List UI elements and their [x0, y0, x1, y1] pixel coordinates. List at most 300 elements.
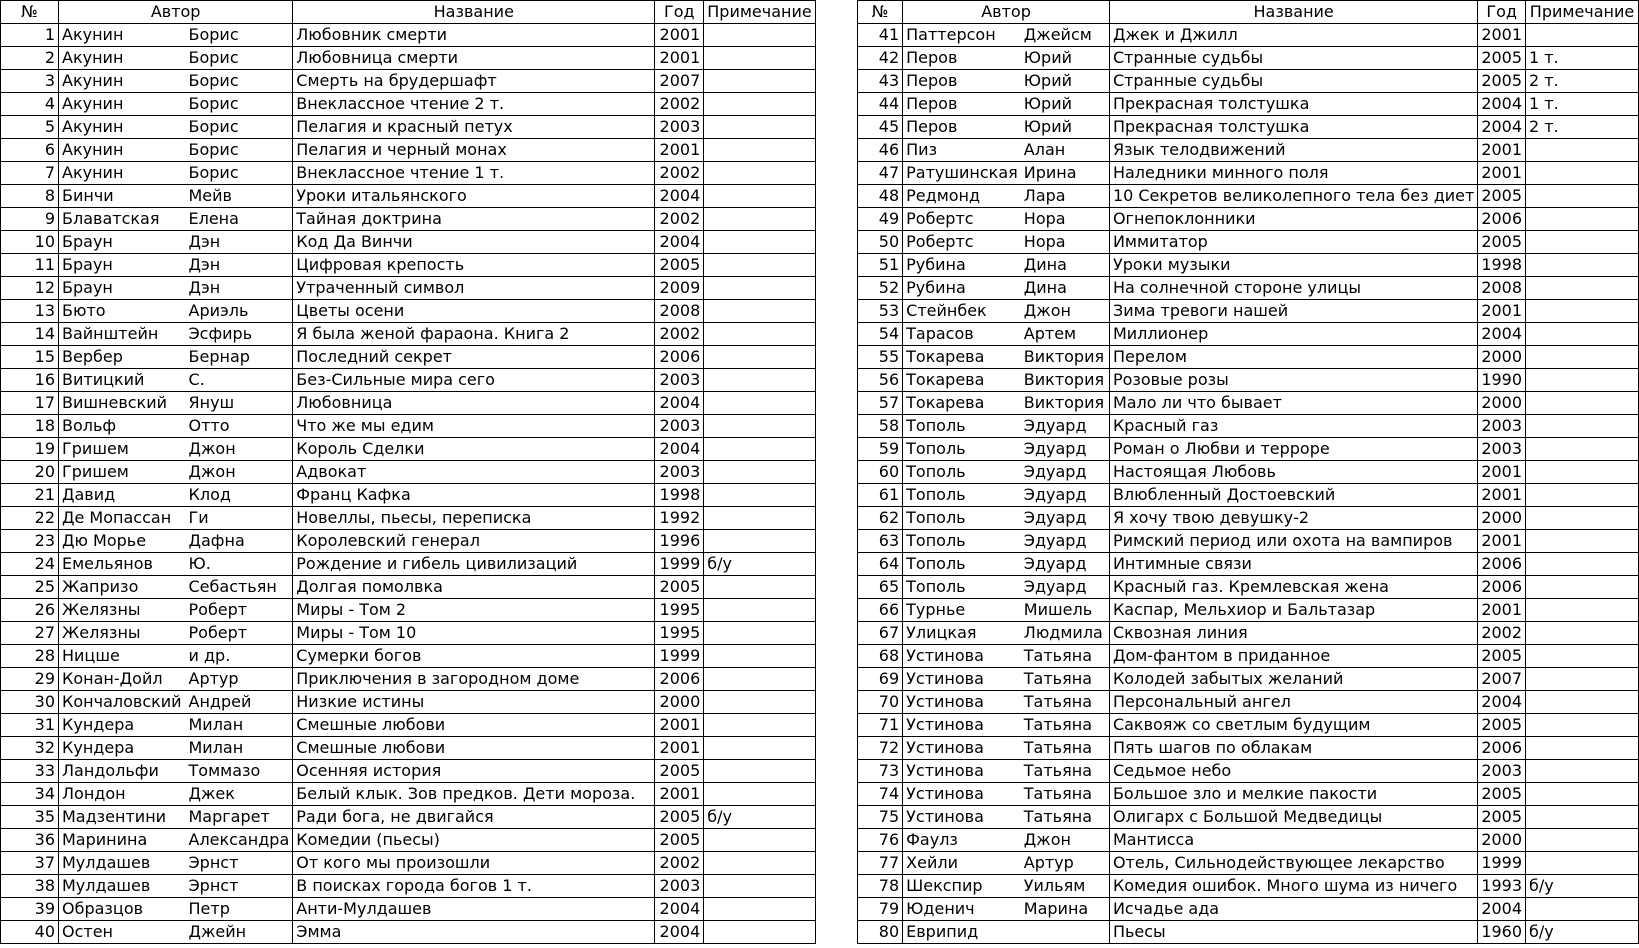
cell-title[interactable]: Низкие истины	[293, 691, 655, 714]
cell-firstname[interactable]: Юрий	[1021, 47, 1110, 70]
cell-year[interactable]: 2005	[1478, 714, 1526, 737]
cell-firstname[interactable]: Борис	[186, 139, 293, 162]
cell-title[interactable]: Утраченный символ	[293, 277, 655, 300]
column-header-author[interactable]: Автор	[903, 1, 1110, 24]
cell-num[interactable]: 25	[1, 576, 59, 599]
cell-year[interactable]: 2003	[655, 875, 704, 898]
cell-surname[interactable]: Тополь	[903, 530, 1021, 553]
cell-num[interactable]: 66	[858, 599, 903, 622]
cell-year[interactable]: 2001	[1478, 461, 1526, 484]
cell-note[interactable]: б/у	[704, 806, 815, 829]
cell-num[interactable]: 19	[1, 438, 59, 461]
cell-year[interactable]: 2002	[1478, 622, 1526, 645]
cell-title[interactable]: Дом-фантом в приданное	[1109, 645, 1477, 668]
cell-note[interactable]	[1526, 162, 1639, 185]
cell-num[interactable]: 57	[858, 392, 903, 415]
cell-year[interactable]: 2004	[655, 898, 704, 921]
table-row[interactable]	[1, 806, 816, 829]
cell-note[interactable]	[1526, 323, 1639, 346]
cell-firstname[interactable]: Нора	[1021, 231, 1110, 254]
cell-surname[interactable]: Де Мопассан	[59, 507, 186, 530]
cell-surname[interactable]: Блаватская	[59, 208, 186, 231]
cell-num[interactable]: 80	[858, 921, 903, 944]
cell-num[interactable]: 2	[1, 47, 59, 70]
cell-surname[interactable]: Емельянов	[59, 553, 186, 576]
cell-num[interactable]: 60	[858, 461, 903, 484]
cell-surname[interactable]: Перов	[903, 93, 1021, 116]
table-row[interactable]	[1, 921, 816, 944]
cell-title[interactable]: Король Сделки	[293, 438, 655, 461]
cell-firstname[interactable]: Борис	[186, 24, 293, 47]
cell-firstname[interactable]: Эдуард	[1021, 507, 1110, 530]
cell-note[interactable]	[704, 162, 815, 185]
table-row[interactable]	[1, 783, 816, 806]
table-row[interactable]	[1, 185, 816, 208]
table-row[interactable]	[1, 530, 816, 553]
cell-note[interactable]: 1 т.	[1526, 47, 1639, 70]
cell-note[interactable]	[1526, 898, 1639, 921]
cell-title[interactable]: Красный газ. Кремлевская жена	[1109, 576, 1477, 599]
cell-num[interactable]: 33	[1, 760, 59, 783]
cell-num[interactable]: 24	[1, 553, 59, 576]
cell-firstname[interactable]: Борис	[186, 116, 293, 139]
cell-firstname[interactable]: Александра	[186, 829, 293, 852]
cell-title[interactable]: Прекрасная толстушка	[1109, 93, 1477, 116]
cell-note[interactable]	[704, 668, 815, 691]
cell-surname[interactable]: Турнье	[903, 599, 1021, 622]
table-row[interactable]	[1, 760, 816, 783]
cell-note[interactable]	[1526, 553, 1639, 576]
cell-title[interactable]: Уроки итальянского	[293, 185, 655, 208]
cell-surname[interactable]: Токарева	[903, 392, 1021, 415]
cell-firstname[interactable]: Клод	[186, 484, 293, 507]
cell-surname[interactable]: Маринина	[59, 829, 186, 852]
cell-surname[interactable]: Браун	[59, 231, 186, 254]
cell-num[interactable]: 40	[1, 921, 59, 944]
cell-firstname[interactable]: Эдуард	[1021, 484, 1110, 507]
cell-title[interactable]: Розовые розы	[1109, 369, 1477, 392]
cell-title[interactable]: Римский период или охота на вампиров	[1109, 530, 1477, 553]
cell-note[interactable]: б/у	[704, 553, 815, 576]
cell-year[interactable]: 2005	[1478, 231, 1526, 254]
cell-surname[interactable]: Вишневский	[59, 392, 186, 415]
cell-firstname[interactable]: Людмила	[1021, 622, 1110, 645]
cell-num[interactable]: 45	[858, 116, 903, 139]
cell-year[interactable]: 2003	[1478, 415, 1526, 438]
cell-surname[interactable]: Ратушинская	[903, 162, 1021, 185]
cell-num[interactable]: 51	[858, 254, 903, 277]
cell-title[interactable]: Роман о Любви и терроре	[1109, 438, 1477, 461]
cell-note[interactable]	[704, 438, 815, 461]
cell-year[interactable]: 2004	[655, 438, 704, 461]
cell-note[interactable]	[1526, 622, 1639, 645]
cell-note[interactable]	[704, 507, 815, 530]
cell-surname[interactable]: Акунин	[59, 116, 186, 139]
cell-firstname[interactable]: Татьяна	[1021, 783, 1110, 806]
cell-note[interactable]	[704, 645, 815, 668]
cell-note[interactable]	[1526, 369, 1639, 392]
cell-title[interactable]: Седьмое небо	[1109, 760, 1477, 783]
cell-surname[interactable]: Рубина	[903, 254, 1021, 277]
cell-year[interactable]: 2001	[1478, 599, 1526, 622]
cell-note[interactable]	[1526, 645, 1639, 668]
cell-num[interactable]: 14	[1, 323, 59, 346]
cell-firstname[interactable]: Артем	[1021, 323, 1110, 346]
cell-surname[interactable]: Образцов	[59, 898, 186, 921]
table-row[interactable]	[858, 576, 1639, 599]
cell-year[interactable]: 2005	[1478, 70, 1526, 93]
cell-surname[interactable]: Тарасов	[903, 323, 1021, 346]
cell-firstname[interactable]: Эсфирь	[186, 323, 293, 346]
cell-title[interactable]: Любовница смерти	[293, 47, 655, 70]
cell-title[interactable]: Я была женой фараона. Книга 2	[293, 323, 655, 346]
cell-title[interactable]: Миры - Том 10	[293, 622, 655, 645]
cell-num[interactable]: 38	[1, 875, 59, 898]
cell-surname[interactable]: Мадзентини	[59, 806, 186, 829]
table-row[interactable]	[1, 415, 816, 438]
cell-surname[interactable]: Дю Морье	[59, 530, 186, 553]
cell-num[interactable]: 46	[858, 139, 903, 162]
cell-year[interactable]: 2001	[1478, 484, 1526, 507]
cell-note[interactable]	[704, 369, 815, 392]
cell-year[interactable]: 2006	[655, 346, 704, 369]
cell-surname[interactable]: Устинова	[903, 783, 1021, 806]
cell-year[interactable]: 2001	[1478, 24, 1526, 47]
cell-title[interactable]: Зима тревоги нашей	[1109, 300, 1477, 323]
table-row[interactable]	[858, 208, 1639, 231]
table-row[interactable]	[1, 737, 816, 760]
cell-surname[interactable]: Акунин	[59, 24, 186, 47]
cell-surname[interactable]: Робертс	[903, 231, 1021, 254]
cell-year[interactable]: 2004	[1478, 323, 1526, 346]
cell-num[interactable]: 22	[1, 507, 59, 530]
cell-firstname[interactable]: Дина	[1021, 277, 1110, 300]
cell-note[interactable]	[1526, 300, 1639, 323]
cell-year[interactable]: 2001	[655, 47, 704, 70]
cell-note[interactable]	[1526, 346, 1639, 369]
cell-note[interactable]	[704, 737, 815, 760]
cell-num[interactable]: 47	[858, 162, 903, 185]
table-row[interactable]	[1, 208, 816, 231]
cell-surname[interactable]: Юденич	[903, 898, 1021, 921]
cell-year[interactable]: 2003	[655, 415, 704, 438]
cell-year[interactable]: 2000	[1478, 346, 1526, 369]
table-row[interactable]	[1, 599, 816, 622]
table-row[interactable]	[858, 93, 1639, 116]
cell-year[interactable]: 2002	[655, 852, 704, 875]
cell-firstname[interactable]: Милан	[186, 737, 293, 760]
cell-firstname[interactable]: Ю.	[186, 553, 293, 576]
column-header-title[interactable]: Название	[293, 1, 655, 24]
cell-surname[interactable]: Шекспир	[903, 875, 1021, 898]
cell-surname[interactable]: Тополь	[903, 553, 1021, 576]
cell-firstname[interactable]: Эрнст	[186, 852, 293, 875]
cell-surname[interactable]: Вербер	[59, 346, 186, 369]
cell-note[interactable]	[1526, 277, 1639, 300]
table-row[interactable]	[1, 93, 816, 116]
cell-num[interactable]: 49	[858, 208, 903, 231]
cell-year[interactable]: 2002	[655, 323, 704, 346]
cell-title[interactable]: Код Да Винчи	[293, 231, 655, 254]
cell-title[interactable]: Смешные любови	[293, 737, 655, 760]
table-row[interactable]	[858, 70, 1639, 93]
cell-surname[interactable]: Перов	[903, 47, 1021, 70]
cell-note[interactable]	[1526, 484, 1639, 507]
cell-year[interactable]: 1999	[1478, 852, 1526, 875]
cell-firstname[interactable]: Себастьян	[186, 576, 293, 599]
cell-title[interactable]: Любовница	[293, 392, 655, 415]
cell-firstname[interactable]: Виктория	[1021, 369, 1110, 392]
cell-title[interactable]: Белый клык. Зов предков. Дети мороза.	[293, 783, 655, 806]
cell-num[interactable]: 68	[858, 645, 903, 668]
cell-year[interactable]: 1960	[1478, 921, 1526, 944]
cell-firstname[interactable]: Дина	[1021, 254, 1110, 277]
table-row[interactable]	[1, 392, 816, 415]
table-row[interactable]	[1, 484, 816, 507]
cell-title[interactable]: Цветы осени	[293, 300, 655, 323]
cell-year[interactable]: 2000	[1478, 829, 1526, 852]
cell-note[interactable]	[704, 898, 815, 921]
table-row[interactable]	[858, 852, 1639, 875]
cell-title[interactable]: Большое зло и мелкие пакости	[1109, 783, 1477, 806]
cell-year[interactable]: 2003	[1478, 438, 1526, 461]
cell-title[interactable]: Красный газ	[1109, 415, 1477, 438]
cell-year[interactable]: 2000	[1478, 392, 1526, 415]
cell-firstname[interactable]: Лара	[1021, 185, 1110, 208]
cell-title[interactable]: Влюбленный Достоевский	[1109, 484, 1477, 507]
cell-year[interactable]: 2005	[1478, 47, 1526, 70]
cell-note[interactable]	[704, 484, 815, 507]
cell-title[interactable]: Без-Сильные мира сего	[293, 369, 655, 392]
cell-firstname[interactable]: Ги	[186, 507, 293, 530]
cell-surname[interactable]: Устинова	[903, 691, 1021, 714]
cell-firstname[interactable]: Елена	[186, 208, 293, 231]
cell-title[interactable]: Олигарх с Большой Медведицы	[1109, 806, 1477, 829]
cell-num[interactable]: 42	[858, 47, 903, 70]
cell-num[interactable]: 1	[1, 24, 59, 47]
cell-firstname[interactable]: Джон	[186, 438, 293, 461]
table-row[interactable]	[858, 806, 1639, 829]
table-row[interactable]	[1, 507, 816, 530]
cell-num[interactable]: 79	[858, 898, 903, 921]
cell-num[interactable]: 50	[858, 231, 903, 254]
cell-surname[interactable]: Тополь	[903, 507, 1021, 530]
cell-title[interactable]: Ради бога, не двигайся	[293, 806, 655, 829]
cell-title[interactable]: Миры - Том 2	[293, 599, 655, 622]
cell-note[interactable]	[704, 760, 815, 783]
cell-surname[interactable]: Вайнштейн	[59, 323, 186, 346]
cell-surname[interactable]: Лондон	[59, 783, 186, 806]
cell-num[interactable]: 4	[1, 93, 59, 116]
cell-num[interactable]: 13	[1, 300, 59, 323]
cell-num[interactable]: 35	[1, 806, 59, 829]
cell-title[interactable]: Сумерки богов	[293, 645, 655, 668]
cell-num[interactable]: 32	[1, 737, 59, 760]
cell-firstname[interactable]: Ариэль	[186, 300, 293, 323]
cell-firstname[interactable]: Дэн	[186, 277, 293, 300]
cell-title[interactable]: На солнечной стороне улицы	[1109, 277, 1477, 300]
table-row[interactable]	[1, 875, 816, 898]
cell-title[interactable]: Перелом	[1109, 346, 1477, 369]
table-row[interactable]	[858, 162, 1639, 185]
cell-num[interactable]: 23	[1, 530, 59, 553]
cell-title[interactable]: Исчадье ада	[1109, 898, 1477, 921]
cell-title[interactable]: Смешные любови	[293, 714, 655, 737]
table-row[interactable]	[1, 231, 816, 254]
cell-year[interactable]: 2001	[655, 783, 704, 806]
table-row[interactable]	[858, 47, 1639, 70]
cell-title[interactable]: В поисках города богов 1 т.	[293, 875, 655, 898]
cell-note[interactable]	[1526, 438, 1639, 461]
cell-firstname[interactable]: Татьяна	[1021, 668, 1110, 691]
cell-year[interactable]: 2001	[1478, 162, 1526, 185]
cell-year[interactable]: 2006	[1478, 208, 1526, 231]
cell-firstname[interactable]: Борис	[186, 70, 293, 93]
cell-year[interactable]: 2002	[655, 208, 704, 231]
cell-title[interactable]: Сквозная линия	[1109, 622, 1477, 645]
table-row[interactable]	[858, 369, 1639, 392]
cell-title[interactable]: Мантисса	[1109, 829, 1477, 852]
cell-title[interactable]: Уроки музыки	[1109, 254, 1477, 277]
cell-year[interactable]: 1998	[655, 484, 704, 507]
cell-firstname[interactable]: Роберт	[186, 622, 293, 645]
cell-firstname[interactable]: Дэн	[186, 231, 293, 254]
cell-title[interactable]: Язык телодвижений	[1109, 139, 1477, 162]
table-row[interactable]	[1, 70, 816, 93]
cell-surname[interactable]: Устинова	[903, 668, 1021, 691]
cell-surname[interactable]: Гришем	[59, 461, 186, 484]
cell-note[interactable]	[704, 185, 815, 208]
cell-firstname[interactable]: Марина	[1021, 898, 1110, 921]
cell-note[interactable]	[704, 875, 815, 898]
cell-year[interactable]: 2004	[1478, 898, 1526, 921]
table-row[interactable]	[858, 645, 1639, 668]
cell-num[interactable]: 11	[1, 254, 59, 277]
cell-title[interactable]: Тайная доктрина	[293, 208, 655, 231]
table-row[interactable]	[858, 921, 1639, 944]
table-row[interactable]	[858, 714, 1639, 737]
cell-surname[interactable]: Устинова	[903, 760, 1021, 783]
cell-firstname[interactable]: Бернар	[186, 346, 293, 369]
table-row[interactable]	[858, 783, 1639, 806]
cell-surname[interactable]: Фаулз	[903, 829, 1021, 852]
cell-title[interactable]: Долгая помолвка	[293, 576, 655, 599]
cell-num[interactable]: 73	[858, 760, 903, 783]
cell-surname[interactable]: Еврипид	[903, 921, 1021, 944]
column-header-year[interactable]: Год	[655, 1, 704, 24]
cell-note[interactable]	[1526, 829, 1639, 852]
cell-note[interactable]	[704, 47, 815, 70]
cell-surname[interactable]: Тополь	[903, 484, 1021, 507]
table-row[interactable]	[1, 254, 816, 277]
table-row[interactable]	[1, 645, 816, 668]
cell-title[interactable]: Странные судьбы	[1109, 47, 1477, 70]
cell-year[interactable]: 2003	[655, 461, 704, 484]
cell-title[interactable]: Колодей забытых желаний	[1109, 668, 1477, 691]
cell-note[interactable]	[1526, 599, 1639, 622]
cell-num[interactable]: 16	[1, 369, 59, 392]
table-row[interactable]	[1, 898, 816, 921]
cell-num[interactable]: 53	[858, 300, 903, 323]
cell-surname[interactable]: Тополь	[903, 415, 1021, 438]
cell-note[interactable]	[1526, 231, 1639, 254]
cell-num[interactable]: 31	[1, 714, 59, 737]
cell-year[interactable]: 2003	[1478, 760, 1526, 783]
cell-num[interactable]: 56	[858, 369, 903, 392]
cell-firstname[interactable]: Милан	[186, 714, 293, 737]
cell-num[interactable]: 34	[1, 783, 59, 806]
cell-surname[interactable]: Хейли	[903, 852, 1021, 875]
cell-num[interactable]: 59	[858, 438, 903, 461]
cell-num[interactable]: 72	[858, 737, 903, 760]
cell-num[interactable]: 58	[858, 415, 903, 438]
cell-note[interactable]	[704, 461, 815, 484]
cell-surname[interactable]: Конан-Дойл	[59, 668, 186, 691]
cell-num[interactable]: 17	[1, 392, 59, 415]
cell-firstname[interactable]: Артур	[1021, 852, 1110, 875]
cell-note[interactable]	[704, 231, 815, 254]
table-row[interactable]	[858, 530, 1639, 553]
cell-firstname[interactable]: Татьяна	[1021, 691, 1110, 714]
cell-firstname[interactable]: Джон	[1021, 300, 1110, 323]
table-row[interactable]	[858, 553, 1639, 576]
cell-year[interactable]: 2009	[655, 277, 704, 300]
cell-year[interactable]: 1995	[655, 622, 704, 645]
cell-note[interactable]	[704, 300, 815, 323]
table-row[interactable]	[858, 300, 1639, 323]
cell-year[interactable]: 2005	[655, 576, 704, 599]
cell-note[interactable]	[704, 691, 815, 714]
table-row[interactable]	[858, 668, 1639, 691]
cell-year[interactable]: 2003	[655, 369, 704, 392]
cell-note[interactable]: 2 т.	[1526, 116, 1639, 139]
table-row[interactable]	[858, 254, 1639, 277]
cell-year[interactable]: 2004	[655, 231, 704, 254]
cell-num[interactable]: 62	[858, 507, 903, 530]
cell-surname[interactable]: Желязны	[59, 622, 186, 645]
cell-year[interactable]: 2004	[655, 392, 704, 415]
table-row[interactable]	[858, 622, 1639, 645]
column-header-title[interactable]: Название	[1109, 1, 1477, 24]
cell-year[interactable]: 2007	[655, 70, 704, 93]
cell-firstname[interactable]: Эдуард	[1021, 530, 1110, 553]
cell-year[interactable]: 2008	[1478, 277, 1526, 300]
table-row[interactable]	[858, 898, 1639, 921]
cell-title[interactable]: Джек и Джилл	[1109, 24, 1477, 47]
cell-surname[interactable]: Бинчи	[59, 185, 186, 208]
cell-note[interactable]: б/у	[1526, 875, 1639, 898]
cell-title[interactable]: Персональный ангел	[1109, 691, 1477, 714]
cell-note[interactable]	[704, 829, 815, 852]
table-row[interactable]	[1, 277, 816, 300]
table-row[interactable]	[1, 553, 816, 576]
table-row[interactable]	[858, 185, 1639, 208]
cell-firstname[interactable]: Андрей	[186, 691, 293, 714]
table-row[interactable]	[858, 875, 1639, 898]
cell-year[interactable]: 2005	[655, 806, 704, 829]
cell-note[interactable]	[704, 415, 815, 438]
cell-title[interactable]: Миллионер	[1109, 323, 1477, 346]
cell-title[interactable]: Комедия ошибок. Много шума из ничего	[1109, 875, 1477, 898]
cell-note[interactable]	[704, 599, 815, 622]
cell-year[interactable]: 2005	[655, 760, 704, 783]
cell-note[interactable]	[1526, 185, 1639, 208]
cell-note[interactable]	[704, 783, 815, 806]
cell-year[interactable]: 1993	[1478, 875, 1526, 898]
cell-title[interactable]: Что же мы едим	[293, 415, 655, 438]
cell-year[interactable]: 1996	[655, 530, 704, 553]
table-row[interactable]	[858, 116, 1639, 139]
